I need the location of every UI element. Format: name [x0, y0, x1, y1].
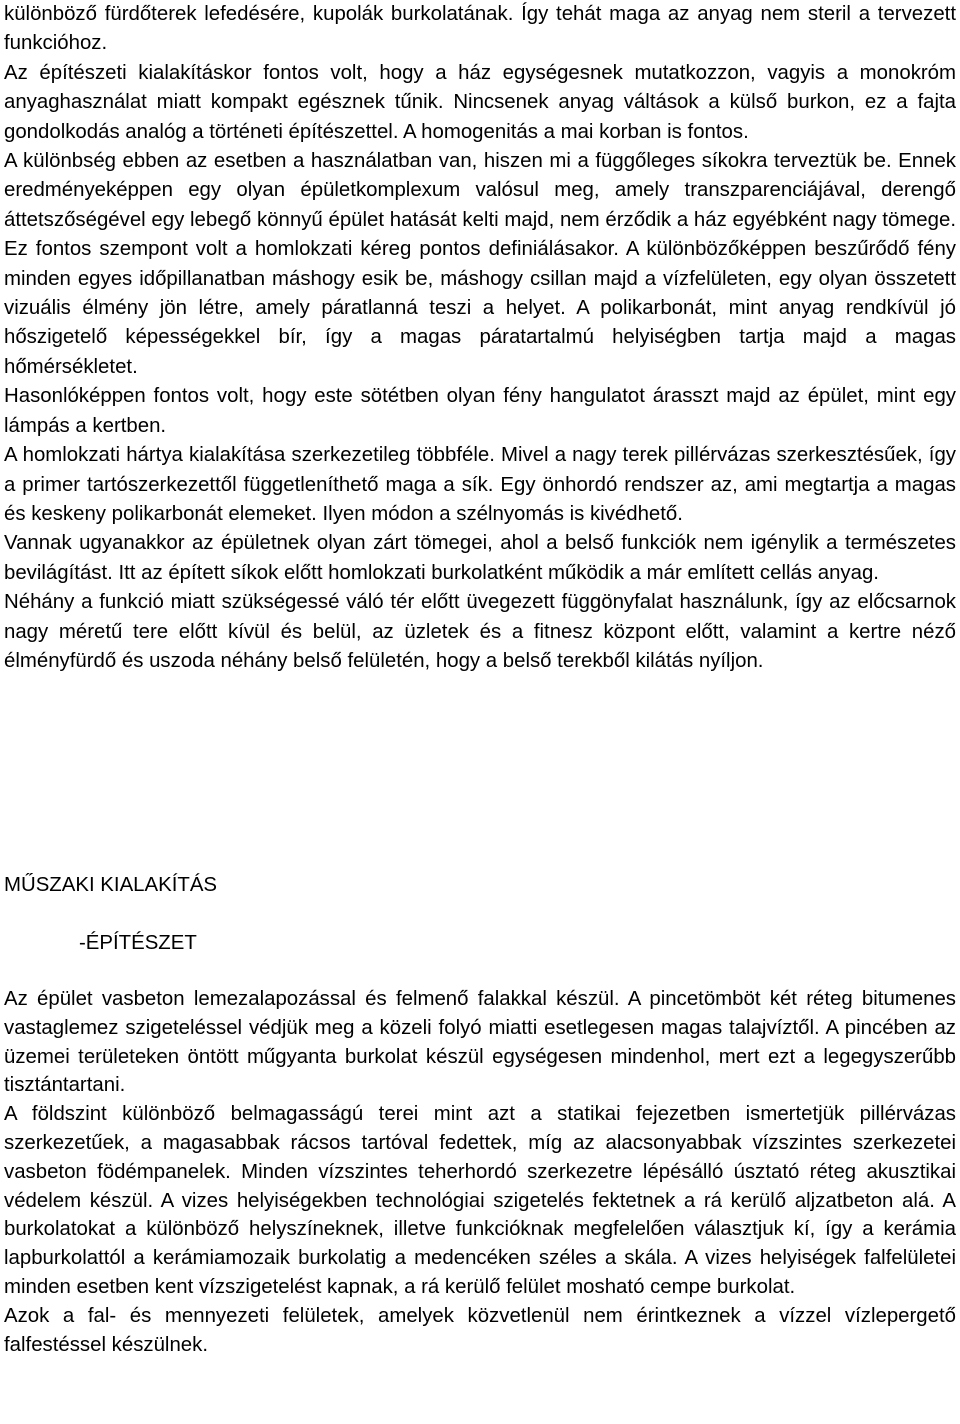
- paragraph: A homlokzati hártya kialakítása szerkezetileg többféle. Mivel a nagy terek pillérvázas szerkesztésűek, így a primer tartószerkezettől függetleníthető maga a sík. Egy önhordó rendszer az, ami megtartja a magas és keskeny polikarbonát elemeket. Ilyen módon a szélnyomás is kivédhető.: [4, 444, 956, 525]
- body-text-section-2: [4, 985, 956, 1359]
- section-heading: MŰSZAKI KIALAKÍTÁS: [4, 874, 218, 896]
- paragraph: Hasonlóképpen fontos volt, hogy este sötétben olyan fény hangulatot árasszt majd az épület, mint egy lámpás a kertben.: [4, 385, 956, 437]
- document-page: [4, 0, 956, 1356]
- paragraph: Az épület vasbeton lemezalapozással és felmenő falakkal készül. A pincetömböt két réteg bitumenes vastaglemez szigeteléssel védjük meg a közeli folyó miatti esetlegesen magas talajvíztől. A pincében az üzemei területeken öntött műgyanta burkolat készül egységesen mindenhol, mert ezt a legegyszerűbb tisztántartani.: [4, 988, 956, 1097]
- paragraph: Az építészeti kialakításkor fontos volt, hogy a ház egységesnek mutatkozzon, vagyis a monokróm anyaghasználat miatt kompakt egésznek tűnik. Nincsenek anyag váltások a külső burkon, ez a fajta gondolkodás analóg a történeti építészettel. A homogenitás a mai korban is fontos.: [4, 61, 956, 143]
- paragraph: A különbség ebben az esetben a használatban van, hiszen mi a függőleges síkokra terveztük be. Ennek eredményeképpen egy olyan épületkomplexum valósul meg, amely transzparenciájával, derengő áttetszőségével egy lebegő könnyű épület hatását kelti majd, nem érződik a ház egyébként nagy tömege. Ez fontos szempont volt a homlokzati kéreg pontos definiálásakor. A különbözőképpen beszűrődő fény minden egyes időpillanatban máshogy esik be, máshogy csillan majd a vízfelületen, egy olyan összetett vizuális élmény jön létre, amely páratlanná teszi a helyet. A polikarbonát, mint anyag rendkívül jó hőszigetelő képességekkel bír, így a magas páratartalmú helyiségben tartja majd a magas hőmérsékletet.: [4, 150, 956, 378]
- paragraph: Vannak ugyanakkor az épületnek olyan zárt tömegei, ahol a belső funkciók nem igénylik a természetes bevilágítást. Itt az épített síkok előtt homlokzati burkolatként működik a már említett cellás anyag.: [4, 532, 956, 584]
- subsection-heading: -ÉPÍTÉSZET: [79, 932, 197, 954]
- paragraph: Azok a fal- és mennyezeti felületek, amelyek közvetlenül nem érintkeznek a vízzel vízlepergető falfestéssel készülnek.: [4, 1304, 956, 1356]
- paragraph: különböző fürdőterek lefedésére, kupolák burkolatának. Így tehát maga az anyag nem steril a tervezett funkcióhoz.: [4, 3, 956, 55]
- paragraph: Néhány a funkció miatt szükségessé váló tér előtt üvegezett függönyfalat használunk, így az előcsarnok nagy méretű tere előtt kívül és belül, az üzletek és a fitnesz központ előtt, valamint a kertre néző élményfürdő és uszoda néhány belső felületén, hogy a belső terekből kilátás nyíljon.: [4, 591, 956, 672]
- paragraph: A földszint különböző belmagasságú terei mint azt a statikai fejezetben ismertetjük pillérvázas szerkezetűek, a magasabbak rácsos tartóval fedettek, míg az alacsonyabbak vízszintes szerkezetei vasbeton födémpanelek. Minden vízszintes teherhordó szerkezetre lépésálló úsztató réteg akusztikai védelem készül. A vizes helyiségekben technológiai szigetelés fektetnek a rá kerülő aljzatbeton alá. A burkolatokat a különböző helyszíneknek, illetve funkcióknak megfelelően választjuk kí, így a kerámia lapburkolattól a kerámiamozaik burkolatig a medencéken széles a skála. A vizes helyiségek falfelületei minden esetben kent vízszigetelést kapnak, a rá kerülő felület mosható cempe burkolat.: [4, 1103, 956, 1298]
- body-text-section-1: [4, 0, 956, 676]
